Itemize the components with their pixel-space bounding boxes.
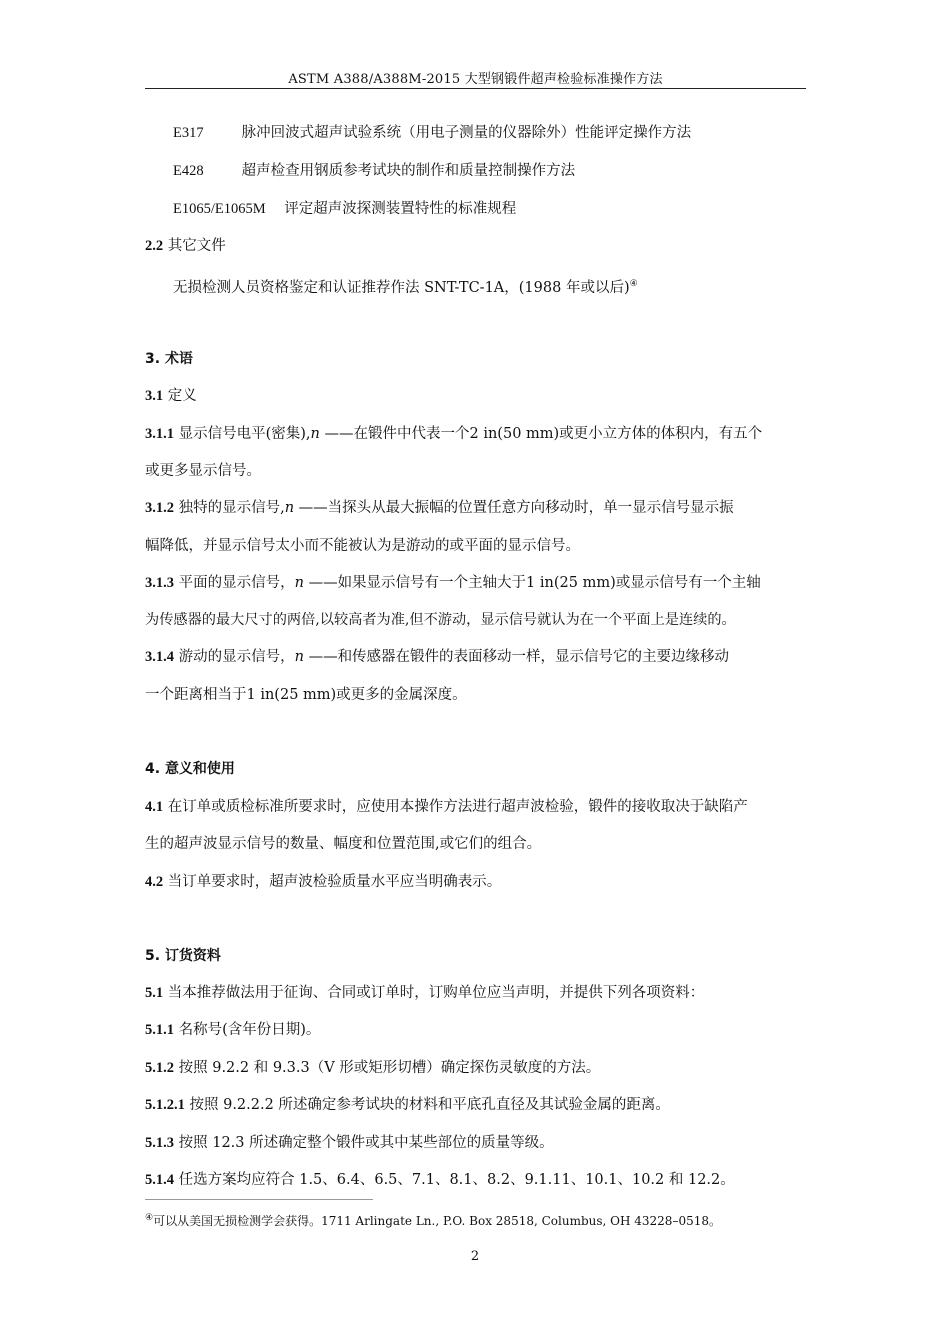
- footnote-ref: ④: [629, 279, 638, 289]
- section-5-1-3: [145, 1133, 554, 1153]
- reference-e317: [173, 123, 691, 143]
- term: 独特的显示信号,: [178, 500, 285, 516]
- paragraph-text: 在订单或质检标准所要求时，应使用本操作方法进行超声波检验，锻件的接收取决于缺陷产: [167, 799, 748, 815]
- section-4-1-line1: [145, 797, 748, 817]
- running-header: ASTM A388/A388M-2015 大型钢锻件超声检验标准操作方法: [288, 72, 663, 87]
- reference-code: E317: [173, 125, 204, 141]
- paragraph-text: 无损检测人员资格鉴定和认证推荐作法 SNT-TC-1A，(1988 年或以后): [173, 279, 630, 296]
- term: 显示信号电平(密集),: [178, 426, 311, 442]
- section-number: 3.: [145, 351, 161, 367]
- part-of-speech: n: [294, 649, 304, 665]
- paragraph-text: 按照 12.3 所述确定整个锻件或其中某些部位的质量等级。: [178, 1135, 554, 1151]
- header-divider: [145, 88, 806, 89]
- section-number: 5.1.2: [145, 1060, 174, 1076]
- section-number: 5.1.4: [145, 1172, 174, 1188]
- definition-text: ——如果显示信号有一个主轴大于1 in(25 mm)或显示信号有一个主轴: [308, 575, 761, 591]
- section-2-2-heading: [145, 236, 226, 256]
- section-5-heading: [145, 946, 221, 966]
- reference-e1065: [173, 199, 516, 219]
- reference-code: E1065/E1065M: [173, 201, 266, 217]
- part-of-speech: n: [284, 500, 295, 516]
- section-number: 4.1: [145, 799, 164, 815]
- section-number: 5.1: [145, 985, 164, 1001]
- section-number: 4.: [145, 761, 161, 777]
- paragraph-text: 按照 9.2.2.2 所述确定参考试块的材料和平底孔直径及其试验金属的距离。: [189, 1097, 670, 1113]
- page-number: 2: [470, 1249, 480, 1264]
- part-of-speech: n: [294, 575, 304, 591]
- section-number: 5.1.2.1: [145, 1097, 185, 1113]
- section-title: 术语: [164, 351, 193, 367]
- section-5-1-4: [145, 1170, 735, 1190]
- definition-text: ——在锻件中代表一个2 in(50 mm)或更小立方体的体积内，有五个: [324, 426, 763, 442]
- section-3-1-2-line2: 幅降低，并显示信号太小而不能被认为是游动的或平面的显示信号。: [145, 538, 580, 554]
- paragraph-text: 当订单要求时，超声波检验质量水平应当明确表示。: [167, 874, 502, 890]
- section-title: 意义和使用: [164, 761, 235, 777]
- reference-text: 超声检查用钢质参考试块的制作和质量控制操作方法: [241, 163, 576, 179]
- section-title: 订货资料: [164, 948, 221, 964]
- section-5-1-2: [145, 1058, 600, 1078]
- reference-e428: [173, 161, 575, 181]
- section-number: 2.2: [145, 238, 164, 254]
- section-3-1-1-line2: 或更多显示信号。: [145, 463, 261, 479]
- section-number: 3.1.4: [145, 649, 174, 665]
- section-3-1-4-line1: [145, 647, 729, 667]
- section-5-1-1: [145, 1020, 320, 1040]
- term: 游动的显示信号，: [178, 649, 295, 665]
- section-number: 5.1.3: [145, 1135, 174, 1151]
- section-number: 3.1.2: [145, 500, 174, 516]
- section-5-1-2-1: [145, 1095, 670, 1115]
- section-number: 3.1.1: [145, 426, 174, 442]
- part-of-speech: n: [310, 426, 320, 442]
- section-number: 3.1.3: [145, 575, 174, 591]
- section-4-heading: [145, 759, 235, 779]
- paragraph-text: 任选方案均应符合 1.5、6.4、6.5、7.1、8.1、8.2、9.1.11、10.1、10.2 和 12.2。: [178, 1172, 735, 1188]
- section-3-1-2-line1: [145, 498, 734, 518]
- reference-text: 脉冲回波式超声试验系统（用电子测量的仪器除外）性能评定操作方法: [241, 125, 692, 141]
- section-4-1-line2: 生的超声波显示信号的数量、幅度和位置范围,或它们的组合。: [145, 836, 542, 852]
- section-number: 4.2: [145, 874, 164, 890]
- footnote-mark: ④: [145, 1213, 154, 1223]
- section-3-1-1-line1: [145, 424, 762, 444]
- section-3-1-3-line1: [145, 573, 761, 593]
- section-5-1: [145, 983, 704, 1003]
- section-number: 3.1: [145, 388, 164, 404]
- definition-text: ——当探头从最大振幅的位置任意方向移动时，单一显示信号显示振: [298, 500, 734, 516]
- section-4-2: [145, 872, 501, 892]
- reference-code: E428: [173, 163, 204, 179]
- footnote-text: 可以从美国无损检测学会获得。1711 Arlingate Ln., P.O. Box 28518, Columbus, OH 43228–0518。: [153, 1214, 721, 1228]
- section-title: 定义: [167, 388, 197, 404]
- paragraph-text: 名称号(含年份日期)。: [178, 1022, 321, 1038]
- definition-text: ——和传感器在锻件的表面移动一样，显示信号它的主要边缘移动: [308, 649, 730, 665]
- section-3-1-heading: [145, 386, 197, 406]
- paragraph-text: 当本推荐做法用于征询、合同或订单时，订购单位应当声明，并提供下列各项资料：: [167, 985, 705, 1001]
- section-3-heading: [145, 349, 193, 369]
- section-3-1-4-line2: 一个距离相当于1 in(25 mm)或更多的金属深度。: [145, 687, 467, 703]
- section-3-1-3-line2: 为传感器的最大尺寸的两倍,以较高者为准,但不游动，显示信号就认为在一个平面上是连续的。: [145, 612, 736, 628]
- paragraph-text: 按照 9.2.2 和 9.3.3（V 形或矩形切槽）确定探伤灵敏度的方法。: [178, 1060, 601, 1076]
- section-number: 5.1.1: [145, 1022, 174, 1038]
- footnote-divider: [145, 1199, 373, 1200]
- section-title: 其它文件: [167, 238, 226, 254]
- section-number: 5.: [145, 948, 161, 964]
- section-2-2-text: [173, 274, 638, 298]
- footnote: [145, 1212, 721, 1229]
- reference-text: 评定超声波探测装置特性的标准规程: [284, 201, 517, 217]
- term: 平面的显示信号，: [178, 575, 295, 591]
